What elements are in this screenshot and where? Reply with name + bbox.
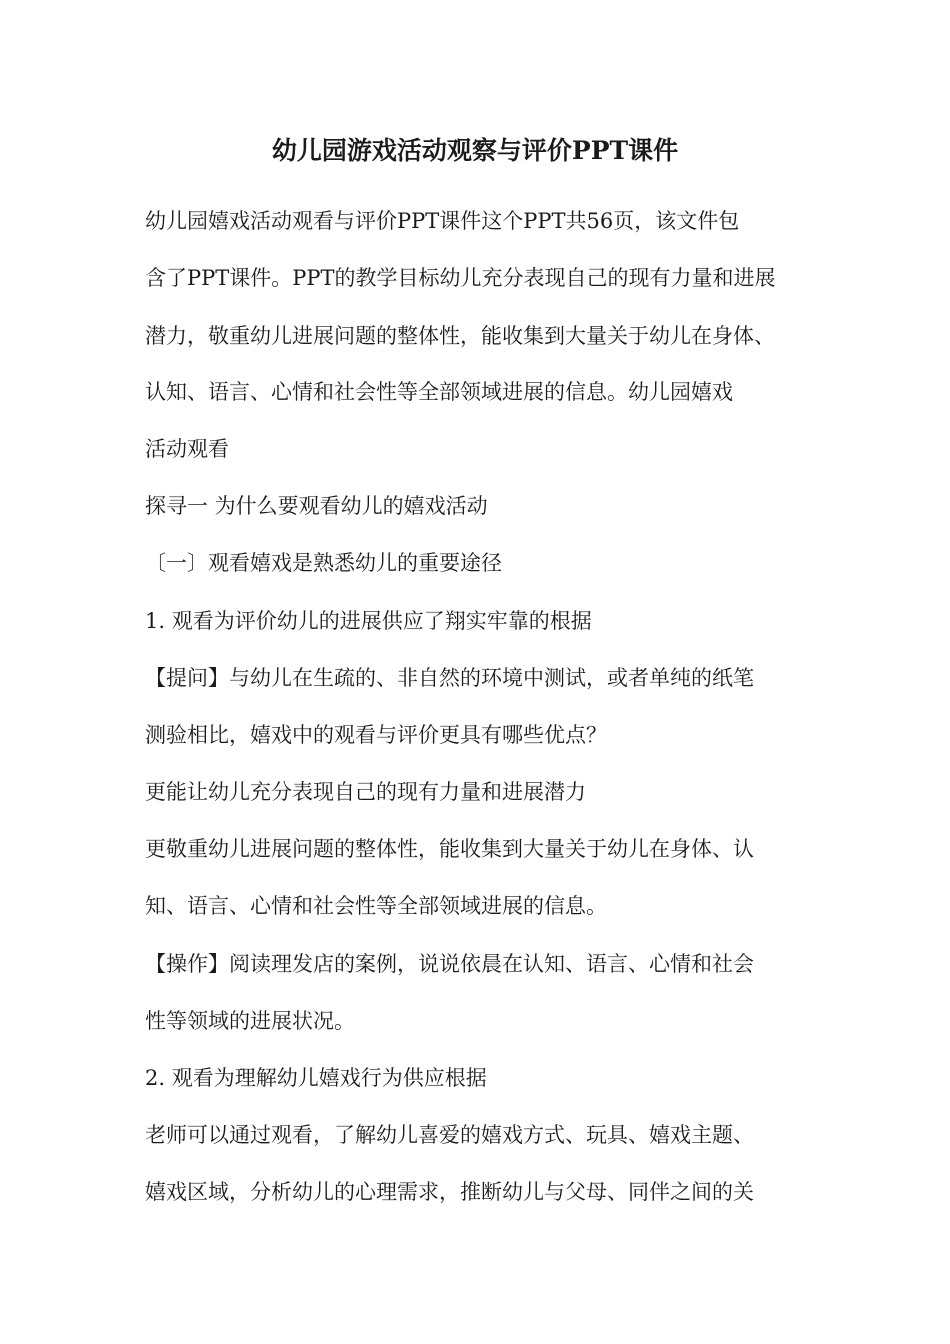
- paragraph-line-5: 活动观看: [145, 437, 229, 461]
- paragraph-line-4: 认知、语言、心情和社会性等全部领域进展的信息。幼儿园嬉戏: [145, 380, 733, 404]
- numbered-item-2: 2. 观看为理解幼儿嬉戏行为供应根据: [145, 1066, 487, 1090]
- paragraph-line-17: 老师可以通过观看，了解幼儿喜爱的嬉戏方式、玩具、嬉戏主题、: [145, 1123, 754, 1147]
- section-heading: 探寻一 为什么要观看幼儿的嬉戏活动: [145, 494, 488, 518]
- paragraph-line-1: 幼儿园嬉戏活动观看与评价PPT课件这个PPT共56页，该文件包: [145, 209, 740, 233]
- operation-line-1: 【操作】阅读理发店的案例，说说依晨在认知、语言、心情和社会: [145, 952, 754, 976]
- answer-line-2: 更敬重幼儿进展问题的整体性，能收集到大量关于幼儿在身体、认: [145, 837, 754, 861]
- answer-line-3: 知、语言、心情和社会性等全部领域进展的信息。: [145, 894, 607, 918]
- answer-line-1: 更能让幼儿充分表现自己的现有力量和进展潜力: [145, 780, 586, 804]
- question-line-2: 测验相比，嬉戏中的观看与评价更具有哪些优点？: [145, 723, 607, 747]
- subsection-heading: 〔一〕观看嬉戏是熟悉幼儿的重要途径: [145, 551, 502, 575]
- paragraph-line-3: 潜力，敬重幼儿进展问题的整体性，能收集到大量关于幼儿在身体、: [145, 324, 775, 348]
- document-title: 幼儿园游戏活动观察与评价PPT课件: [271, 136, 679, 165]
- numbered-item-1: 1. 观看为评价幼儿的进展供应了翔实牢靠的根据: [145, 609, 592, 633]
- operation-line-2: 性等领域的进展状况。: [145, 1009, 355, 1033]
- question-line-1: 【提问】与幼儿在生疏的、非自然的环境中测试，或者单纯的纸笔: [145, 666, 754, 690]
- paragraph-line-18: 嬉戏区域，分析幼儿的心理需求，推断幼儿与父母、同伴之间的关: [145, 1180, 754, 1204]
- paragraph-line-2: 含了PPT课件。PPT的教学目标幼儿充分表现自己的现有力量和进展: [145, 266, 776, 290]
